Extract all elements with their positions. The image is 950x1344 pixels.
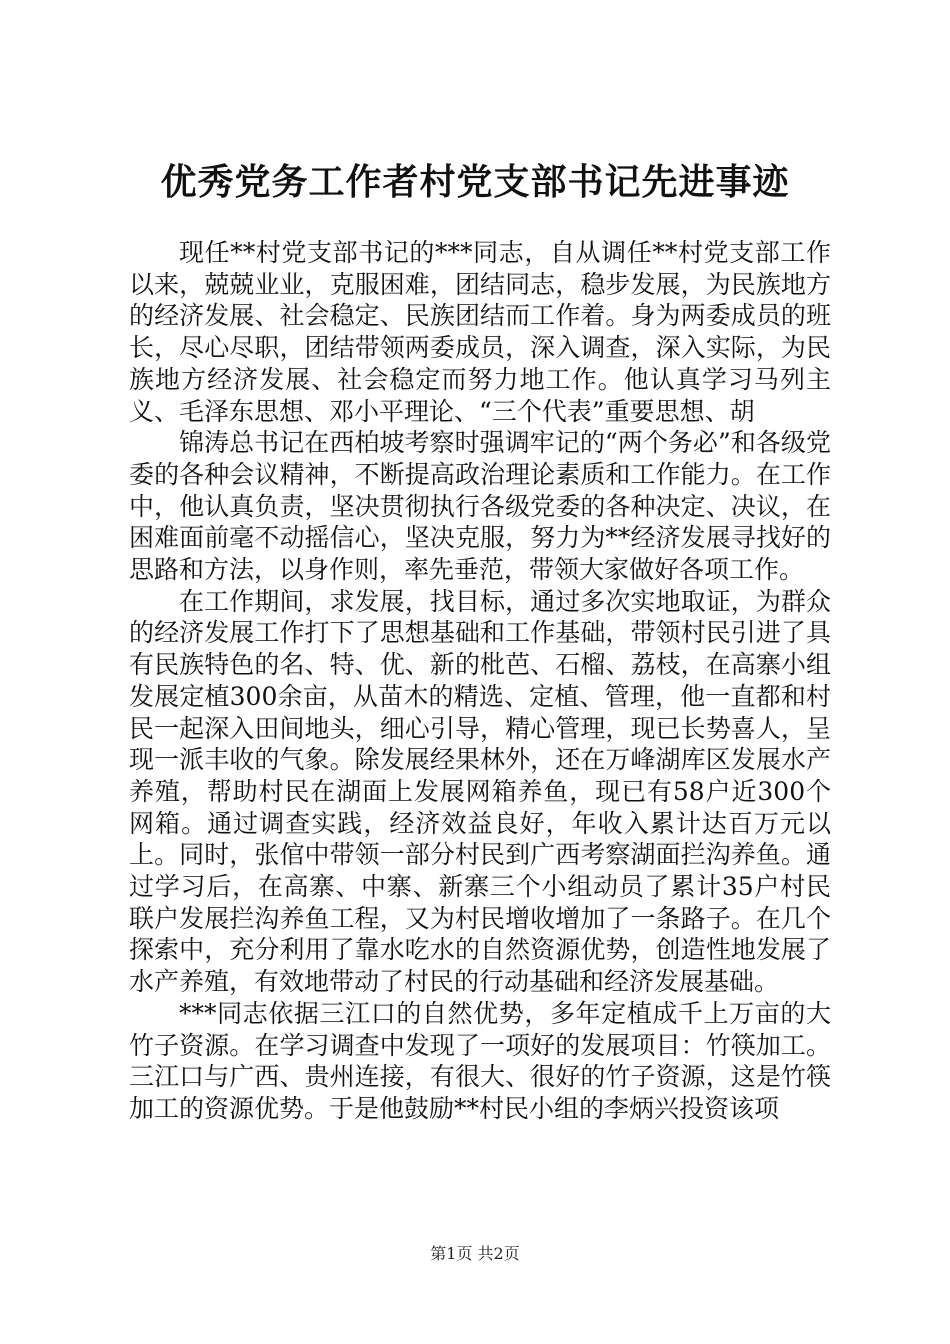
page-footer	[0, 1243, 950, 1265]
document-title: 优秀党务工作者村党支部书记先进事迹	[160, 161, 790, 203]
paragraph-1: 现任**村党支部书记的***同志，自从调任**村党支部工作以来，兢兢业业，克服困难，团结同志，稳步发展，为民族地方的经济发展、社会稳定、民族团结而工作着。身为两委成员的班长，尽心尽职，团结带领两委成员，深入调查，深入实际，为民族地方经济发展、社会稳定而努力地工作。他认真学习马列主义、毛泽东思想、邓小平理论、“三个代表”重要思想、胡	[129, 238, 831, 426]
paragraph-4: ***同志依据三江口的自然优势，多年定植成千上万亩的大竹子资源。在学习调查中发现了一项好的发展项目：竹筷加工。三江口与广西、贵州连接，有很大、很好的竹子资源，这是竹筷加工的资源优势。于是他鼓励**村民小组的李炳兴投资该项	[129, 998, 831, 1123]
page-number: 第1页 共2页	[430, 1244, 520, 1263]
paragraph-3: 在工作期间，求发展，找目标，通过多次实地取证，为群众的经济发展工作打下了思想基础和工作基础，带领村民引进了具有民族特色的名、特、优、新的枇芭、石榴、荔枝，在高寨小组发展定植300余亩，从苗木的精选、定植、管理，他一直都和村民一起深入田间地头，细心引导，精心管理，现已长势喜人，呈现一派丰收的气象。除发展经果林外，还在万峰湖库区发展水产养殖，帮助村民在湖面上发展网箱养鱼，现已有58户近300个网箱。通过调查实践，经济效益良好，年收入累计达百万元以上。同时，张倌中带领一部分村民到广西考察湖面拦沟养鱼。通过学习后，在高寨、中寨、新寨三个小组动员了累计35户村民联户发展拦沟养鱼工程，又为村民增收增加了一条路子。在几个探索中，充分利用了靠水吃水的自然资源优势，创造性地发展了水产养殖，有效地带动了村民的行动基础和经济发展基础。	[129, 586, 831, 997]
document-body	[129, 237, 831, 1125]
paragraph-2: 锦涛总书记在西柏坡考察时强调牢记的“两个务必”和各级党委的各种会议精神，不断提高政治理论素质和工作能力。在工作中，他认真负责，坚决贯彻执行各级党委的各种决定、决议，在困难面前毫不动摇信心，坚决克服，努力为**经济发展寻找好的思路和方法，以身作则，率先垂范，带领大家做好各项工作。	[129, 428, 831, 585]
